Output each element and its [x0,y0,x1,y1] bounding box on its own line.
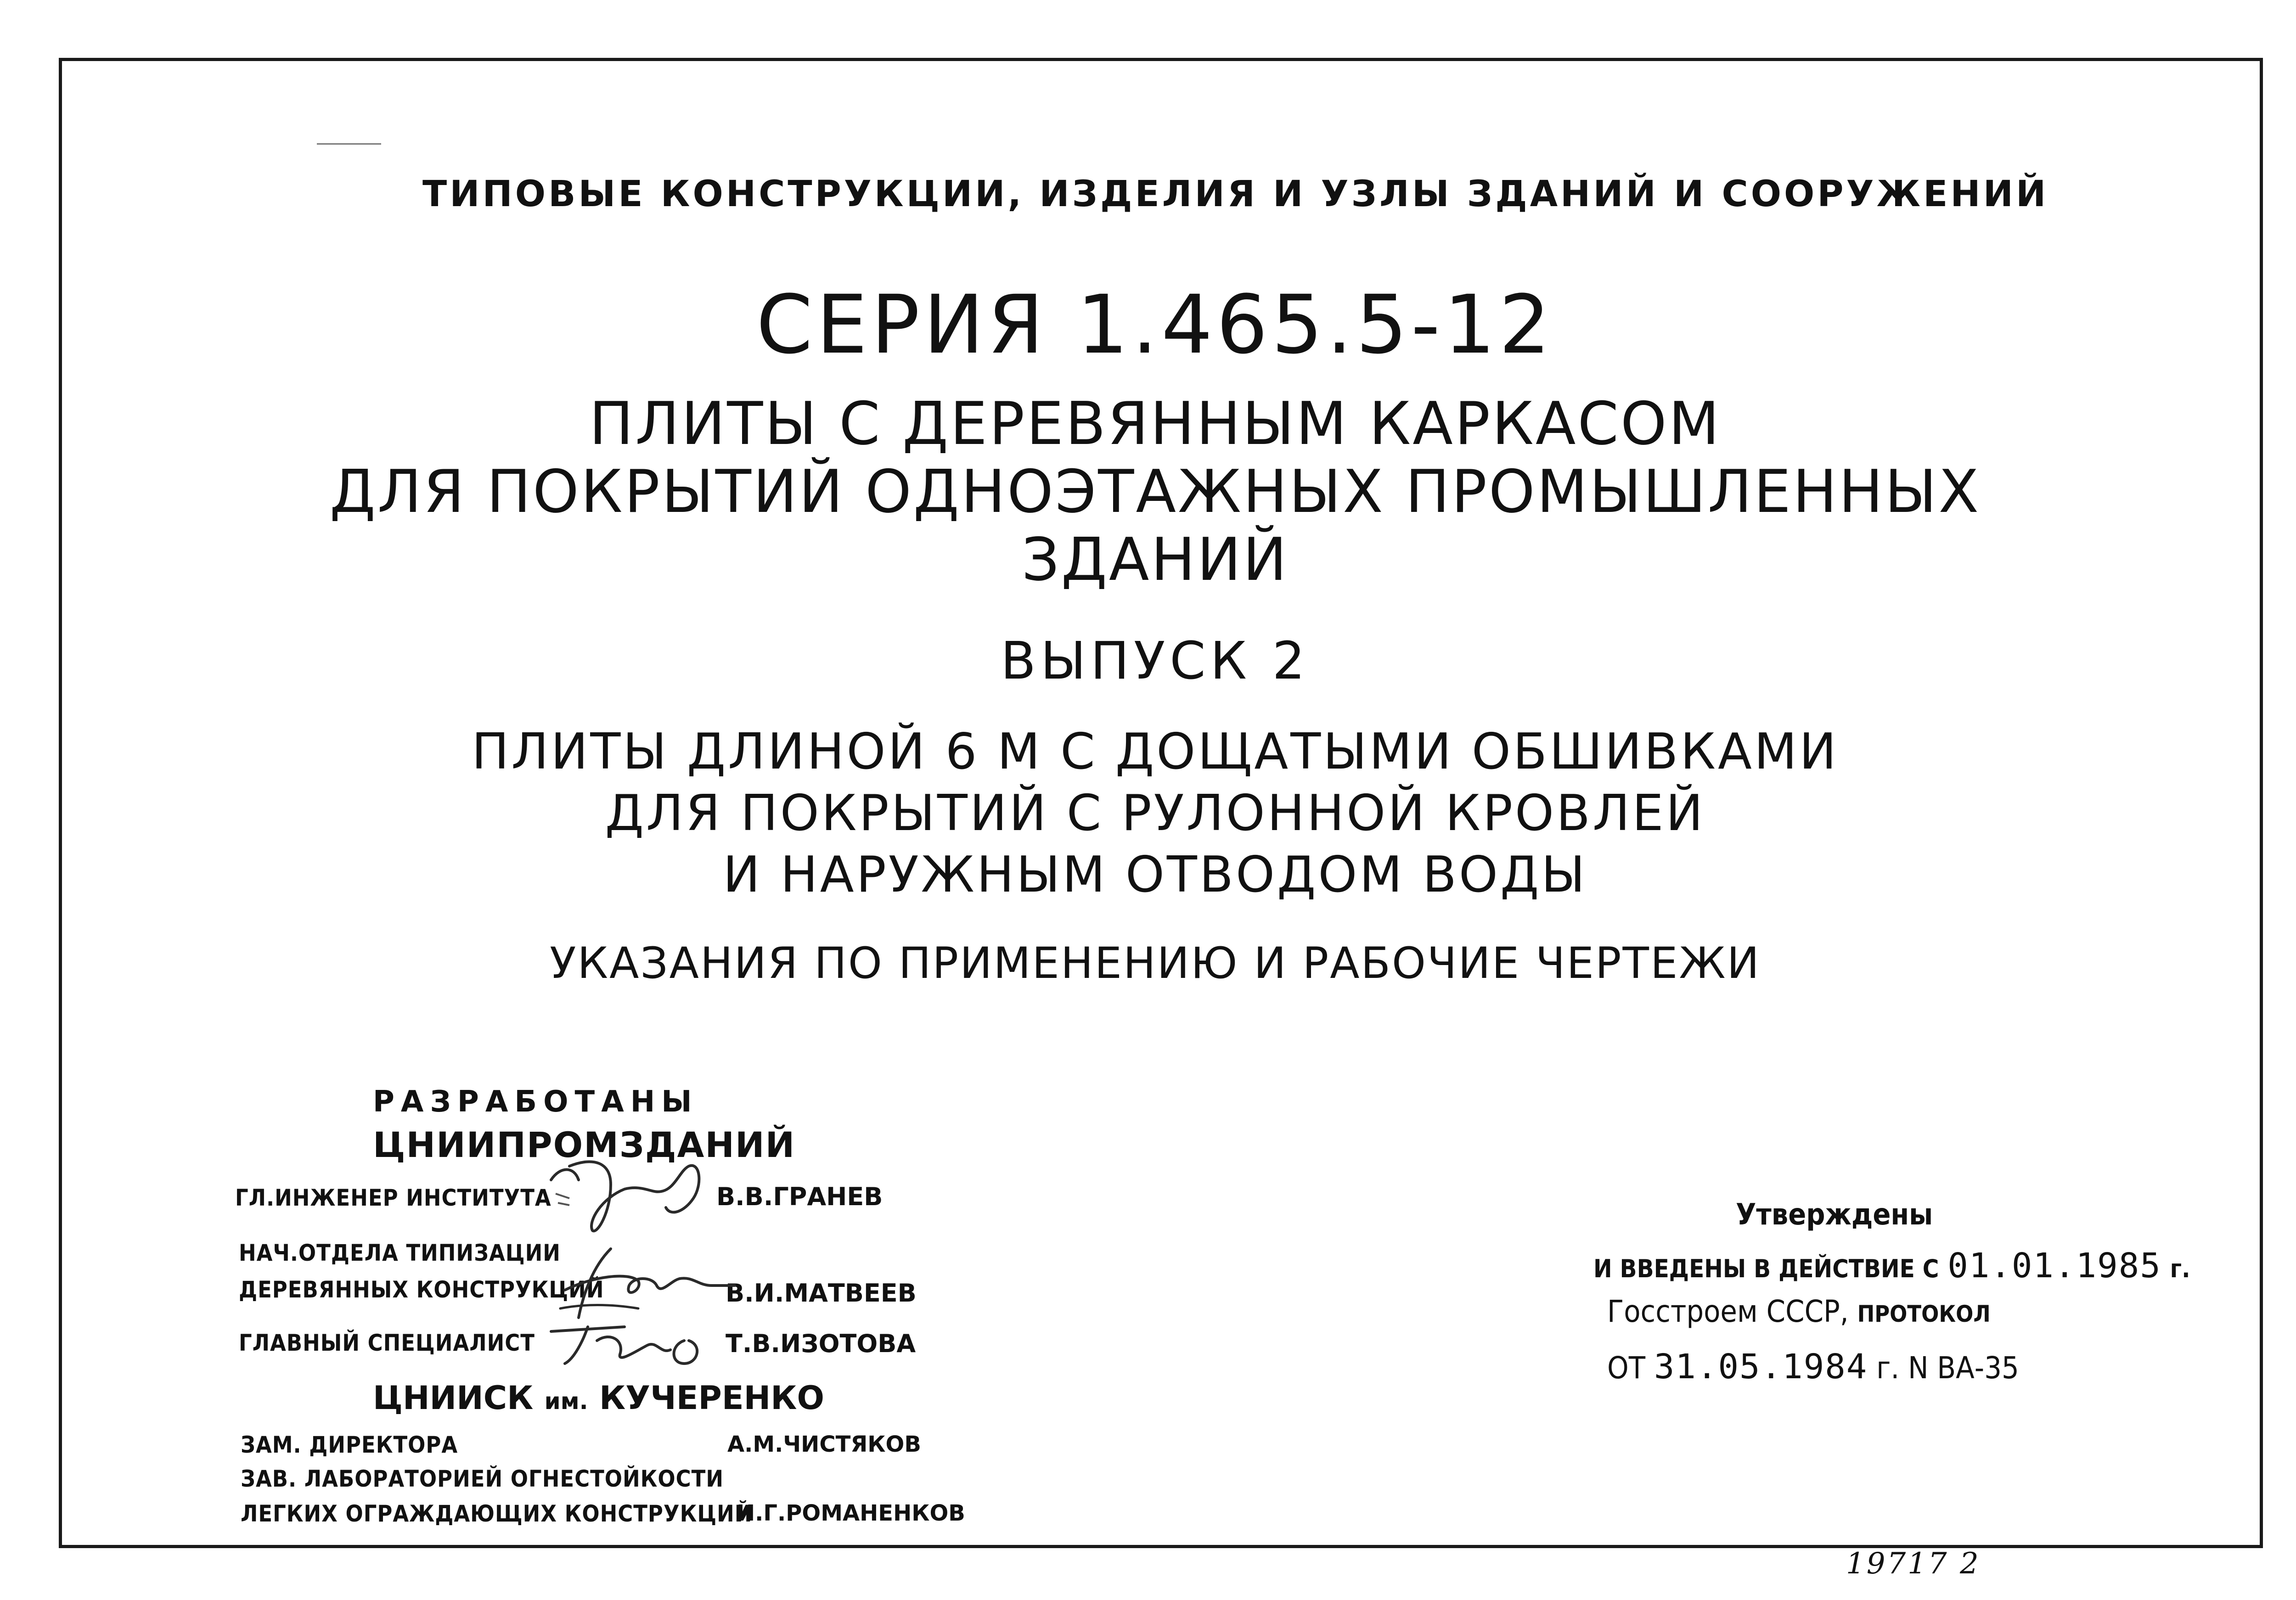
title-line-2: ДЛЯ ПОКРЫТИЙ ОДНОЭТАЖНЫХ ПРОМЫШЛЕННЫХ [329,458,1981,526]
document-contents: УКАЗАНИЯ ПО ПРИМЕНЕНИЮ И РАБОЧИЕ ЧЕРТЕЖИ [550,938,1761,988]
catalog-heading: ТИПОВЫЕ КОНСТРУКЦИИ, ИЗДЕЛИЯ И УЗЛЫ ЗДАНИЙ И СООРУЖЕНИЙ [422,174,2049,215]
effective-label: И ВВЕДЕНЫ В ДЕЙСТВИЕ С [1593,1254,1939,1283]
protocol-label: ПРОТОКОЛ [1857,1301,1991,1327]
developed-by-label: РАЗРАБОТАНЫ [373,1085,698,1119]
staff-role: ЛЕГКИХ ОГРАЖДАЮЩИХ КОНСТРУКЦИЙ [241,1500,753,1527]
title-line-1: ПЛИТЫ С ДЕРЕВЯННЫМ КАРКАСОМ [589,390,1721,458]
staff-role: НАЧ.ОТДЕЛА ТИПИЗАЦИИ [239,1240,561,1266]
subtitle-line-3: И НАРУЖНЫМ ОТВОДОМ ВОДЫ [723,846,1587,904]
staff-name: И.Г.РОМАНЕНКОВ [737,1500,965,1526]
subtitle-line-1: ПЛИТЫ ДЛИНОЙ 6 М С ДОЩАТЫМИ ОБШИВКАМИ [472,723,1839,780]
institute-2-tail: КУЧЕРЕНКО [599,1379,824,1417]
protocol-prefix: ОТ [1607,1350,1645,1386]
series-title: СЕРИЯ 1.465.5-12 [756,278,1554,372]
effective-date: 01.01.1985 [1947,1246,2161,1286]
institute-2-mid: им. [544,1388,588,1415]
approving-body: Госстроем СССР, [1607,1294,1849,1329]
staff-name: В.В.ГРАНЕВ [716,1182,883,1211]
protocol-date-suffix: г. [1876,1350,1900,1386]
staff-role: ЗАМ. ДИРЕКТОРА [241,1432,458,1458]
staff-role: ДЕРЕВЯННЫХ КОНСТРУКЦИЙ [239,1276,604,1303]
margin-mark [317,143,381,145]
protocol-number: N ВА-35 [1908,1350,2019,1386]
approval-protocol [1607,1347,2019,1387]
staff-role: ГЛАВНЫЙ СПЕЦИАЛИСТ [239,1330,535,1356]
institute-2-name: ЦНИИСК [373,1379,534,1417]
approval-effective-date [1593,1246,2190,1286]
subtitle-line-2: ДЛЯ ПОКРЫТИЙ С РУЛОННОЙ КРОВЛЕЙ [605,785,1705,842]
signature-izotova [533,1313,726,1373]
approval-heading: Утверждены [1736,1198,1933,1232]
staff-name: В.И.МАТВЕЕВ [726,1279,917,1308]
issue-number: ВЫПУСК 2 [1001,631,1310,691]
signature-granev [542,1148,735,1244]
protocol-date: 31.05.1984 [1654,1347,1868,1387]
developer-institute-1: ЦНИИПРОМЗДАНИЙ [373,1124,796,1165]
effective-suffix: г. [2170,1254,2190,1283]
approval-authority [1607,1294,1991,1329]
title-line-3: ЗДАНИЙ [1021,526,1289,594]
staff-role: ГЛ.ИНЖЕНЕР ИНСТИТУТА [235,1185,551,1211]
staff-role: ЗАВ. ЛАБОРАТОРИЕЙ ОГНЕСТОЙКОСТИ [241,1465,724,1492]
staff-name: Т.В.ИЗОТОВА [726,1329,916,1358]
sheet-number: 19717 2 [1846,1547,1981,1581]
developer-institute-2 [373,1379,824,1417]
staff-name: А.М.ЧИСТЯКОВ [727,1432,921,1457]
